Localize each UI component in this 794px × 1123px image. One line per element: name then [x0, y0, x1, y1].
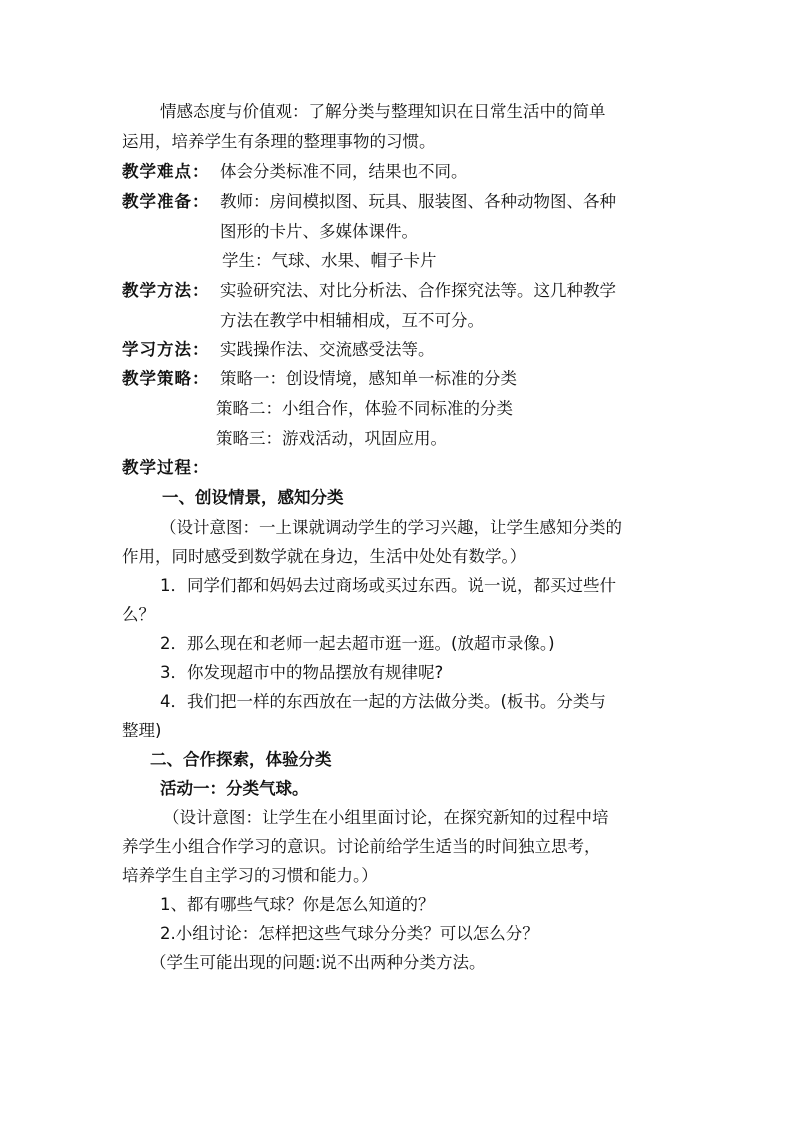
learning-method-label: 学习方法：	[122, 340, 210, 359]
preparation-label: 教学准备：	[122, 192, 210, 211]
intent-2-line-2: 养学生小组合作学习的意识。讨论前给学生适当的时间独立思考，	[122, 837, 601, 856]
intent-1-line-2: 作用，同时感受到数学就在身边，生活中处处有数学。）	[122, 547, 527, 566]
process-label: 教学过程：	[122, 458, 210, 477]
step-3-line: 3．你发现超市中的物品摆放有规律呢?	[160, 663, 444, 682]
method-line-1: 实验研究法、对比分析法、合作探究法等。这几种教学	[220, 281, 616, 300]
intent-2-line-3: 培养学生自主学习的习惯和能力。）	[122, 866, 378, 885]
difficulty-label: 教学难点：	[122, 162, 210, 181]
section-1-heading: 一、创设情景，感知分类	[162, 488, 344, 507]
step-1-line-2: 么？	[122, 605, 155, 624]
strategy-line-3: 策略三：游戏活动，巩固应用。	[216, 429, 447, 448]
step-4-line-1: 4．我们把一样的东西放在一起的方法做分类。(板书。分类与	[160, 692, 606, 711]
possible-problem-line: （学生可能出现的问题:说不出两种分类方法。	[150, 953, 486, 972]
method-line-2: 方法在教学中相辅相成，互不可分。	[220, 311, 484, 330]
activity-step-1: 1、都有哪些气球？你是怎么知道的？	[160, 895, 435, 914]
strategy-label: 教学策略：	[122, 369, 210, 388]
activity-1-heading: 活动一：分类气球。	[160, 779, 309, 798]
step-2-line: 2．那么现在和老师一起去超市逛一逛。(放超市录像。)	[160, 634, 555, 653]
intent-2-line-1: （设计意图：让学生在小组里面讨论，在探究新知的过程中培	[163, 808, 609, 827]
preparation-student-line: 学生：气球、水果、帽子卡片	[222, 251, 437, 270]
objective-line-1: 情感态度与价值观：了解分类与整理知识在日常生活中的简单	[160, 102, 606, 121]
intent-1-line-1: （设计意图：一上课就调动学生的学习兴趣，让学生感知分类的	[160, 518, 622, 537]
strategy-line-2: 策略二：小组合作，体验不同标准的分类	[216, 399, 513, 418]
preparation-teacher-line-1: 教师：房间模拟图、玩具、服装图、各种动物图、各种	[220, 192, 616, 211]
preparation-teacher-line-2: 图形的卡片、多媒体课件。	[220, 222, 418, 241]
step-1-line-1: 1．同学们都和妈妈去过商场或买过东西。说一说，都买过些什	[160, 576, 616, 595]
method-label: 教学方法：	[122, 281, 210, 300]
activity-step-2: 2.小组讨论：怎样把这些气球分分类？可以怎么分？	[160, 924, 539, 943]
difficulty-text: 体会分类标准不同，结果也不同。	[220, 162, 468, 181]
strategy-line-1: 策略一：创设情境，感知单一标准的分类	[220, 369, 517, 388]
learning-method-text: 实践操作法、交流感受法等。	[220, 340, 435, 359]
section-2-heading: 二、合作探索，体验分类	[150, 750, 332, 769]
step-4-line-2: 整理)	[122, 721, 162, 740]
objective-line-2: 运用，培养学生有条理的整理事物的习惯。	[122, 132, 436, 151]
